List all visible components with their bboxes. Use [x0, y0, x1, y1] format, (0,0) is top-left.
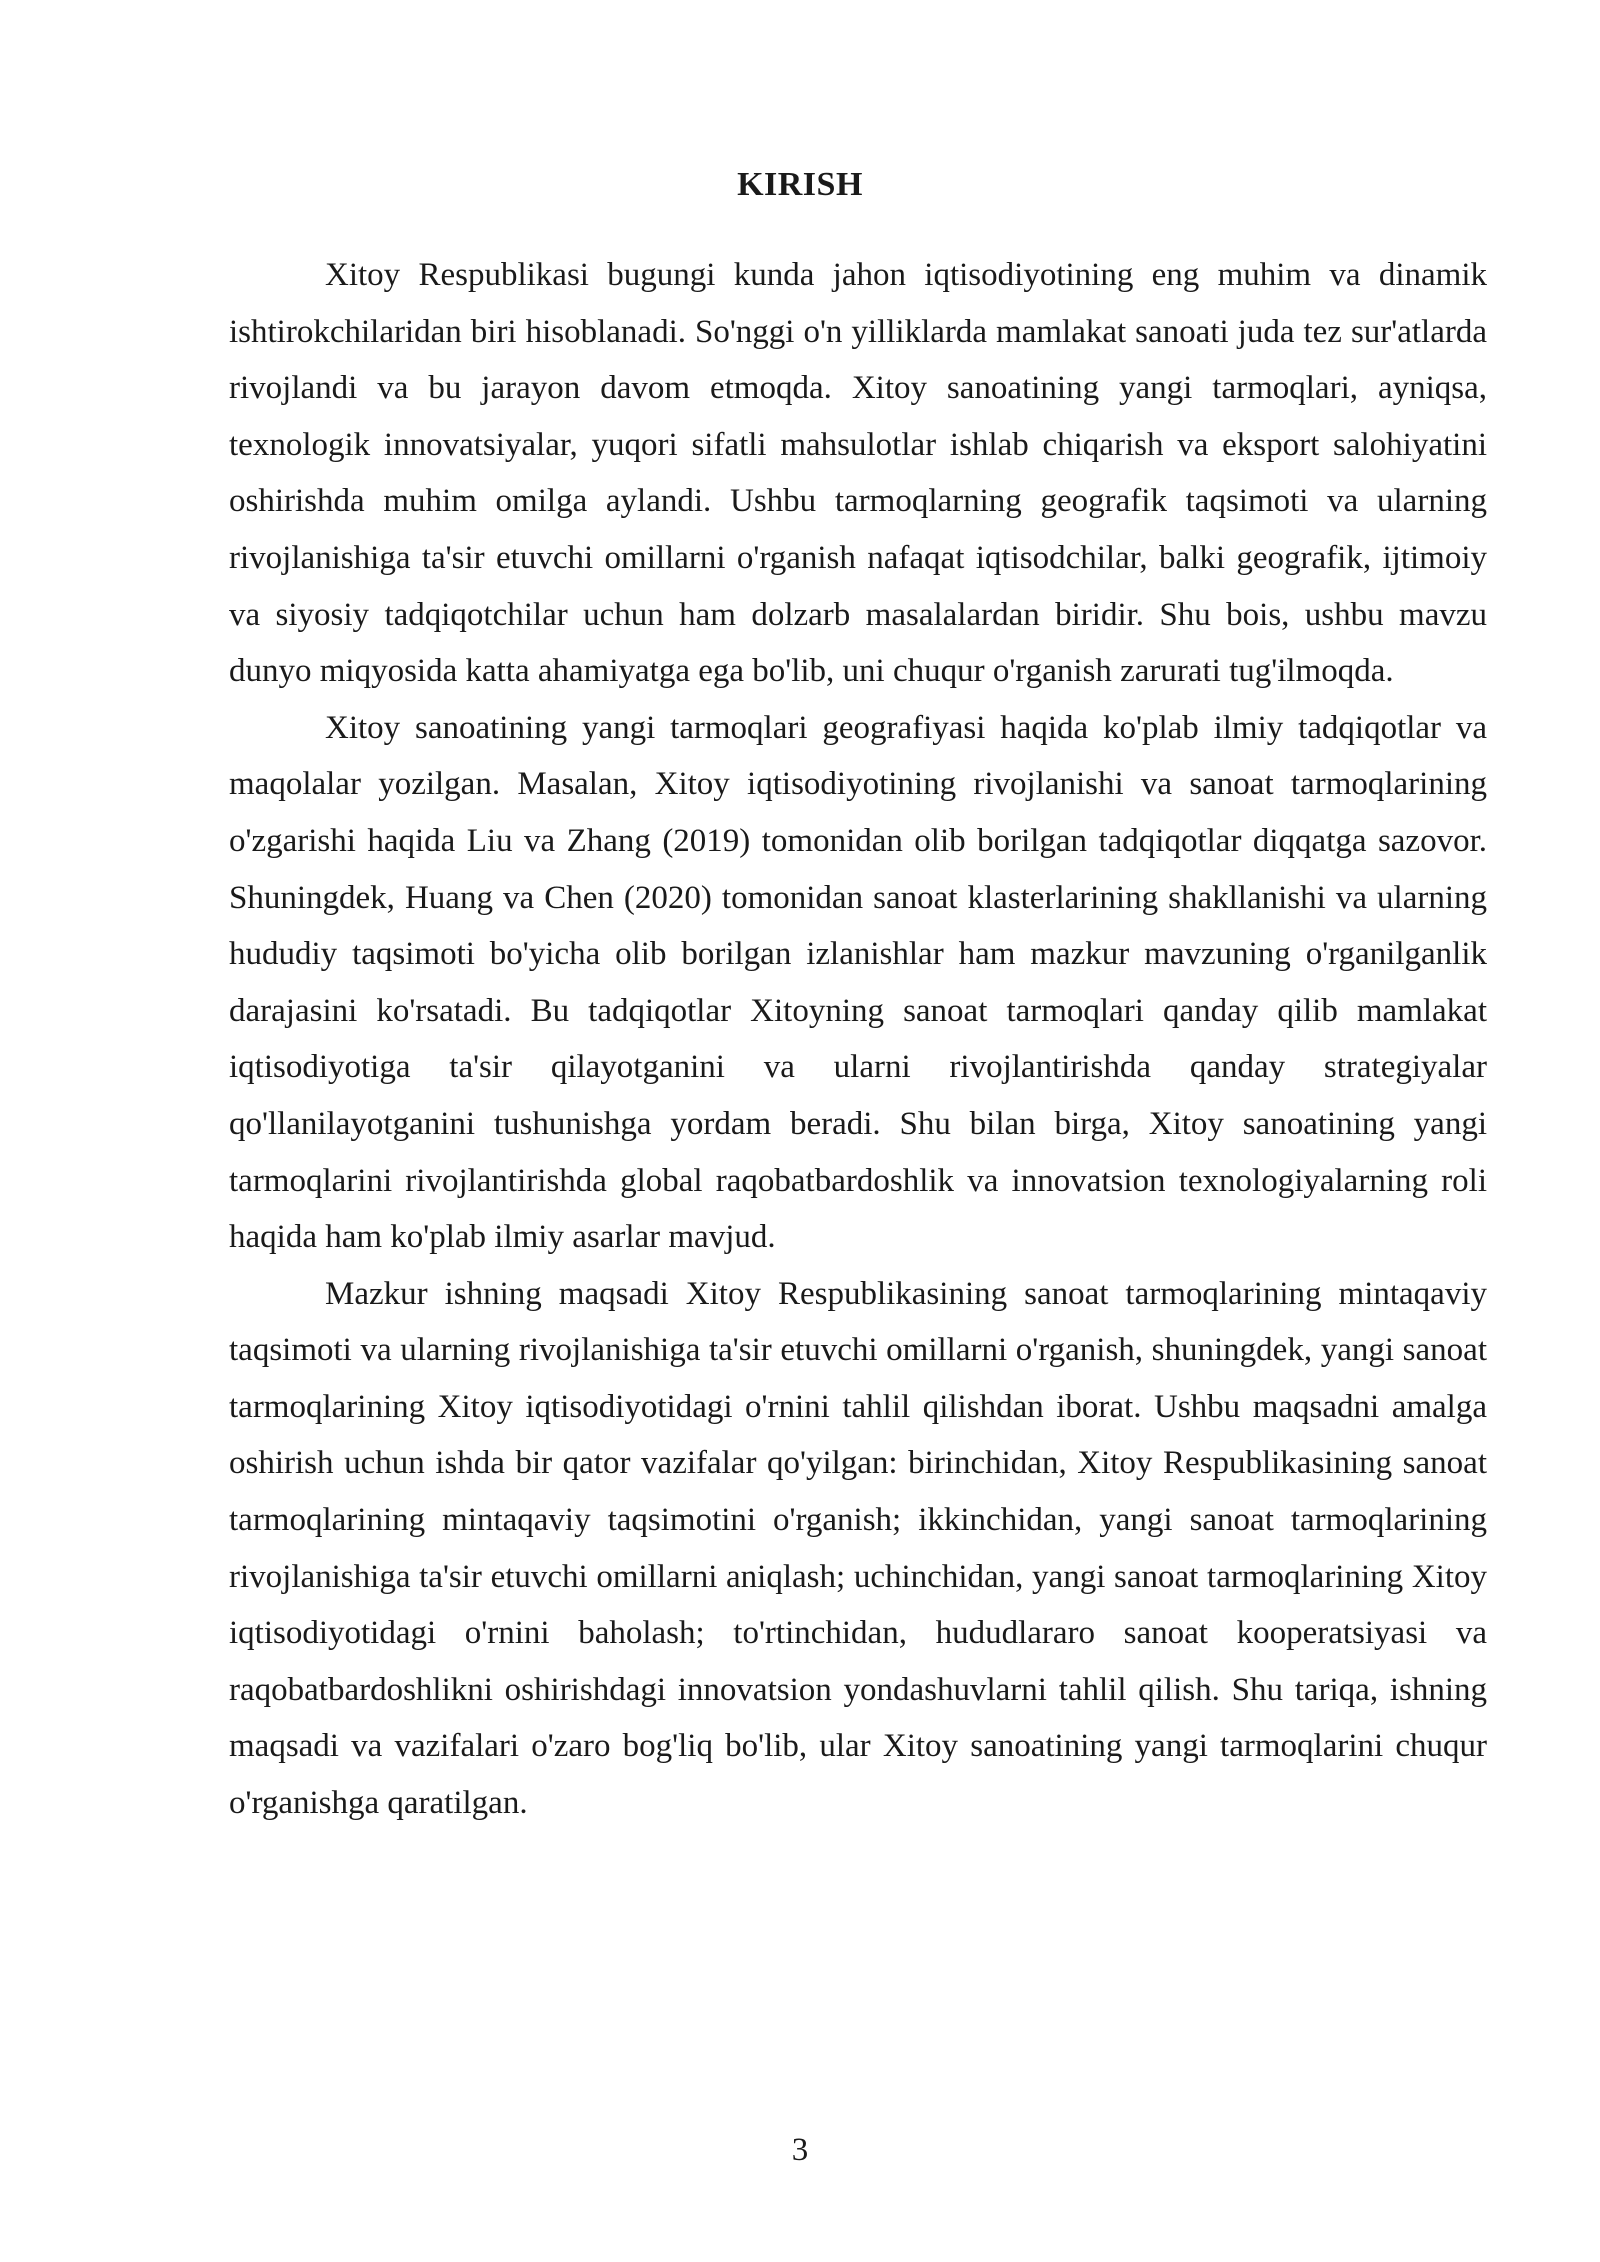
body-text — [229, 247, 1487, 1832]
paragraph-introduction: Xitoy Respublikasi bugungi kunda jahon iqtisodiyotining eng muhim va dinamik ishtirokchilaridan biri hisoblanadi. So'nggi o'n yilliklarda mamlakat sanoati juda tez sur'atlarda rivojlandi va bu jarayon davom etmoqda. Xitoy sanoatining yangi tarmoqlari, ayniqsa, texnologik innovatsiyalar, yuqori sifatli mahsulotlar ishlab chiqarish va eksport salohiyatini oshirishda muhim omilga aylandi. Ushbu tarmoqlarning geografik taqsimoti va ularning rivojlanishiga ta'sir etuvchi omillarni o'rganish nafaqat iqtisodchilar, balki geografik, ijtimoiy va siyosiy tadqiqotchilar uchun ham dolzarb masalalardan biridir. Shu bois, ushbu mavzu dunyo miqyosida katta ahamiyatga ega bo'lib, uni chuqur o'rganish zarurati tug'ilmoqda. — [229, 257, 1487, 690]
paragraph-literature-review: Xitoy sanoatining yangi tarmoqlari geografiyasi haqida ko'plab ilmiy tadqiqotlar va maqolalar yozilgan. Masalan, Xitoy iqtisodiyotining rivojlanishi va sanoat tarmoqlarining o'zgarishi haqida Liu va Zhang (2019) tomonidan olib borilgan tadqiqotlar diqqatga sazovor. Shuningdek, Huang va Chen (2020) tomonidan sanoat klasterlarining shakllanishi va ularning hududiy taqsimoti bo'yicha olib borilgan izlanishlar ham mazkur mavzuning o'rganilganlik darajasini ko'rsatadi. Bu tadqiqotlar Xitoyning sanoat tarmoqlari qanday qilib mamlakat iqtisodiyotiga ta'sir qilayotganini va ularni rivojlantirishda qanday strategiyalar qo'llanilayotganini tushunishga yordam beradi. Shu bilan birga, Xitoy sanoatining yangi tarmoqlarini rivojlantirishda global raqobatbardoshlik va innovatsion texnologiyalarning roli haqida ham ko'plab ilmiy asarlar mavjud. — [229, 709, 1487, 1256]
section-title: KIRISH — [737, 166, 863, 203]
paragraph-aims-and-tasks: Mazkur ishning maqsadi Xitoy Respublikasining sanoat tarmoqlarining mintaqaviy taqsimoti va ularning rivojlanishiga ta'sir etuvchi omillarni o'rganish, shuningdek, yangi sanoat tarmoqlarining Xitoy iqtisodiyotidagi o'rnini tahlil qilishdan iborat. Ushbu maqsadni amalga oshirish uchun ishda bir qator vazifalar qo'yilgan: birinchidan, Xitoy Respublikasining sanoat tarmoqlarining mintaqaviy taqsimotini o'rganish; ikkinchidan, yangi sanoat tarmoqlarining rivojlanishiga ta'sir etuvchi omillarni aniqlash; uchinchidan, yangi sanoat tarmoqlarining Xitoy iqtisodiyotidagi o'rnini baholash; to'rtinchidan, hududlararo sanoat kooperatsiyasi va raqobatbardoshlikni oshirishdagi innovatsion yondashuvlarni tahlil qilish. Shu tariqa, ishning maqsadi va vazifalari o'zaro bog'liq bo'lib, ular Xitoy sanoatining yangi tarmoqlarini chuqur o'rganishga qaratilgan. — [229, 1275, 1487, 1822]
page-number: 3 — [791, 2132, 809, 2168]
